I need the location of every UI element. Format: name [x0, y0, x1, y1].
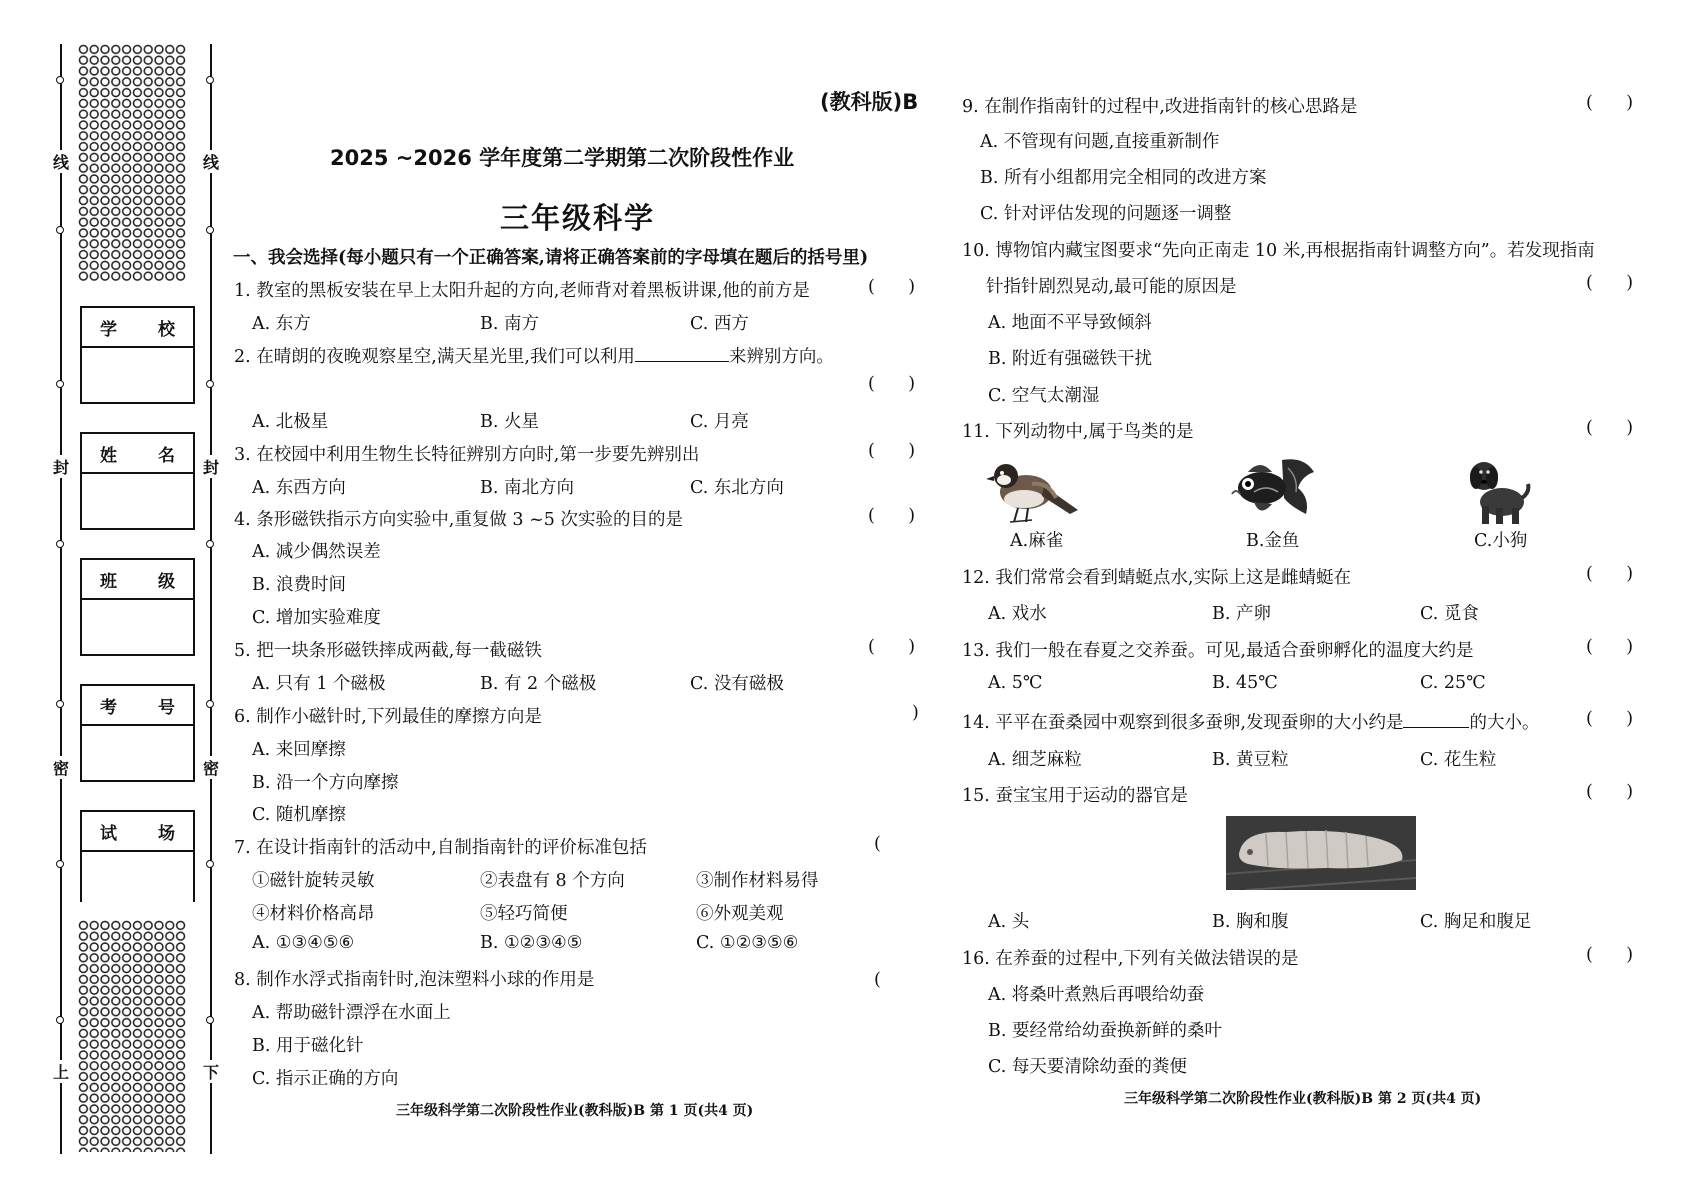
option-b: B. 黄豆粒	[1212, 750, 1289, 770]
fill-blank[interactable]	[635, 360, 729, 362]
option-b: B. 胸和腹	[1212, 912, 1289, 932]
question-10-stem-cont: 针指针剧烈晃动,最可能的原因是	[986, 277, 1237, 297]
ring	[206, 860, 214, 868]
fill-blank[interactable]	[1403, 726, 1469, 728]
ring	[56, 226, 64, 234]
answer-bracket[interactable]: (	[874, 834, 881, 854]
option-c: C. 没有磁极	[690, 674, 784, 694]
option-b: B. 要经常给幼蚕换新鲜的桑叶	[988, 1021, 1222, 1041]
option-a: A. 头	[988, 912, 1030, 932]
option-a: A.麻雀	[1010, 531, 1064, 551]
class-label: 班 级	[82, 560, 193, 600]
question-16-stem: 16. 在养蚕的过程中,下列有关做法错误的是	[962, 949, 1299, 969]
option-a: A. 不管现有问题,直接重新制作	[980, 132, 1220, 152]
option-b: B. ①②③④⑤	[480, 933, 583, 953]
option-b: B. 产卵	[1212, 604, 1271, 624]
option-a: A. ①③④⑤⑥	[252, 933, 355, 953]
goldfish-image	[1226, 454, 1318, 524]
answer-bracket[interactable]: ( )	[1586, 418, 1634, 438]
answer-bracket[interactable]: ( )	[868, 277, 916, 297]
criterion-6: ⑥外观美观	[696, 904, 784, 924]
page-title: 三年级科学	[500, 201, 656, 235]
exam-number-box[interactable]	[80, 684, 195, 782]
class-box[interactable]	[80, 558, 195, 656]
option-c: C. 随机摩擦	[252, 805, 346, 825]
silkworm-image	[1226, 816, 1416, 890]
option-c: C. 增加实验难度	[252, 608, 381, 628]
option-a: A. 地面不平导致倾斜	[988, 313, 1152, 333]
answer-bracket[interactable]: ( )	[1586, 93, 1634, 113]
ring	[56, 860, 64, 868]
name-label: 姓 名	[82, 434, 193, 474]
option-b: B. 浪费时间	[252, 575, 346, 595]
name-box[interactable]	[80, 432, 195, 530]
dot-grid-bottom	[78, 920, 186, 1152]
ring	[56, 76, 64, 84]
ring	[206, 700, 214, 708]
criterion-3: ③制作材料易得	[696, 871, 819, 891]
answer-bracket[interactable]: ( )	[868, 637, 916, 657]
option-b: B. 所有小组都用完全相同的改进方案	[980, 168, 1267, 188]
answer-bracket[interactable]: ( )	[1586, 637, 1634, 657]
option-a: A. 东西方向	[252, 478, 346, 498]
binding-char-mi: 密	[53, 756, 69, 779]
dot-grid-top	[78, 44, 186, 282]
answer-bracket[interactable]: ( )	[868, 374, 916, 394]
binding-char-mi: 密	[203, 756, 219, 779]
answer-bracket[interactable]: ( )	[1586, 945, 1634, 965]
answer-bracket[interactable]: )	[912, 703, 919, 723]
answer-bracket[interactable]: ( )	[1586, 709, 1634, 729]
option-b: B. 南北方向	[480, 478, 574, 498]
binding-char-xia: 下	[203, 1060, 219, 1083]
criterion-2: ②表盘有 8 个方向	[480, 871, 625, 891]
answer-bracket[interactable]: ( )	[868, 506, 916, 526]
question-6-stem: 6. 制作小磁针时,下列最佳的摩擦方向是	[234, 707, 542, 727]
option-b: B. 火星	[480, 412, 539, 432]
ring	[56, 380, 64, 388]
answer-bracket[interactable]: ( )	[1586, 782, 1634, 802]
question-4-stem: 4. 条形磁铁指示方向实验中,重复做 3 ~5 次实验的目的是	[234, 510, 683, 530]
option-a: A. 东方	[252, 314, 311, 334]
question-2-stem: 2. 在晴朗的夜晚观察星空,满天星光里,我们可以利用 来辨别方向。	[234, 347, 834, 367]
ring	[206, 226, 214, 234]
option-a: A. 戏水	[988, 604, 1047, 624]
ring	[206, 76, 214, 84]
option-c: C. 东北方向	[690, 478, 784, 498]
option-c: C.小狗	[1474, 531, 1528, 551]
option-c: C. 空气太潮湿	[988, 386, 1100, 406]
section-heading: 一、我会选择(每小题只有一个正确答案,请将正确答案前的字母填在题后的括号里)	[233, 248, 869, 268]
sparrow-image	[982, 454, 1080, 526]
answer-bracket[interactable]: (	[874, 970, 881, 990]
criterion-1: ①磁针旋转灵敏	[252, 871, 375, 891]
option-b: B. 沿一个方向摩擦	[252, 773, 399, 793]
option-c: C. 西方	[690, 314, 749, 334]
option-a: A. 北极星	[252, 412, 329, 432]
question-13-stem: 13. 我们一般在春夏之交养蚕。可见,最适合蚕卵孵化的温度大约是	[962, 641, 1474, 661]
binding-char-feng: 封	[53, 455, 69, 478]
page-1-footer: 三年级科学第二次阶段性作业(教科版)B 第 1 页(共4 页)	[396, 1103, 754, 1119]
question-7-stem: 7. 在设计指南针的活动中,自制指南针的评价标准包括	[234, 838, 647, 858]
option-c: C. 每天要清除幼蚕的粪便	[988, 1057, 1187, 1077]
option-c: C. 针对评估发现的问题逐一调整	[980, 204, 1232, 224]
question-1-stem: 1. 教室的黑板安装在早上太阳升起的方向,老师背对着黑板讲课,他的前方是	[234, 281, 810, 301]
dog-image	[1462, 454, 1532, 526]
option-c: C. 胸足和腹足	[1420, 912, 1532, 932]
exam-room-label: 试 场	[82, 812, 193, 852]
question-5-stem: 5. 把一块条形磁铁摔成两截,每一截磁铁	[234, 641, 542, 661]
option-c: C. 月亮	[690, 412, 749, 432]
binding-char-xian: 线	[203, 150, 219, 173]
criterion-4: ④材料价格高昂	[252, 904, 375, 924]
question-11-stem: 11. 下列动物中,属于鸟类的是	[962, 422, 1194, 442]
option-c: C. 指示正确的方向	[252, 1069, 399, 1089]
school-label: 学 校	[82, 308, 193, 348]
option-a: A. 只有 1 个磁极	[252, 674, 386, 694]
question-8-stem: 8. 制作水浮式指南针时,泡沫塑料小球的作用是	[234, 970, 595, 990]
option-a: A. 来回摩擦	[252, 740, 346, 760]
ring	[56, 700, 64, 708]
question-3-stem: 3. 在校园中利用生物生长特征辨别方向时,第一步要先辨别出	[234, 445, 700, 465]
option-c: C. ①②③⑤⑥	[696, 933, 799, 953]
option-a: A. 帮助磁针漂浮在水面上	[252, 1003, 451, 1023]
binding-char-shang: 上	[53, 1060, 69, 1083]
page-2-footer: 三年级科学第二次阶段性作业(教科版)B 第 2 页(共4 页)	[1124, 1091, 1482, 1107]
school-box[interactable]	[80, 306, 195, 404]
option-a: A. 细芝麻粒	[988, 750, 1082, 770]
option-a: A. 5℃	[988, 673, 1043, 693]
ring	[206, 380, 214, 388]
option-b: B. 南方	[480, 314, 539, 334]
option-a: A. 将桑叶煮熟后再喂给幼蚕	[988, 985, 1205, 1005]
ring	[206, 1016, 214, 1024]
option-c: C. 觅食	[1420, 604, 1479, 624]
question-9-stem: 9. 在制作指南针的过程中,改进指南针的核心思路是	[962, 97, 1358, 117]
option-a: A. 减少偶然误差	[252, 542, 381, 562]
edition-label: (教科版)B	[820, 90, 919, 114]
option-c: C. 花生粒	[1420, 750, 1497, 770]
binding-char-xian: 线	[53, 150, 69, 173]
ring	[56, 1016, 64, 1024]
answer-bracket[interactable]: ( )	[868, 441, 916, 461]
question-12-stem: 12. 我们常常会看到蜻蜓点水,实际上这是雌蜻蜓在	[962, 568, 1351, 588]
option-b: B. 45℃	[1212, 673, 1278, 693]
question-10-stem: 10. 博物馆内藏宝图要求“先向正南走 10 米,再根据指南针调整方向”。若发现指南	[962, 241, 1595, 261]
criterion-5: ⑤轻巧简便	[480, 904, 568, 924]
answer-bracket[interactable]: ( )	[1586, 273, 1634, 293]
option-b: B.金鱼	[1246, 531, 1300, 551]
cut-line-right	[210, 44, 212, 1154]
option-c: C. 25℃	[1420, 673, 1486, 693]
question-14-stem: 14. 平平在蚕桑园中观察到很多蚕卵,发现蚕卵的大小约是 的大小。	[962, 713, 1540, 733]
exam-room-box[interactable]	[80, 810, 195, 902]
question-15-stem: 15. 蚕宝宝用于运动的器官是	[962, 786, 1188, 806]
option-b: B. 有 2 个磁极	[480, 674, 597, 694]
exam-number-label: 考 号	[82, 686, 193, 726]
option-b: B. 附近有强磁铁干扰	[988, 349, 1152, 369]
answer-bracket[interactable]: ( )	[1586, 564, 1634, 584]
ring	[56, 540, 64, 548]
binding-strip	[0, 0, 240, 1190]
binding-char-feng: 封	[203, 455, 219, 478]
ring	[206, 540, 214, 548]
option-b: B. 用于磁化针	[252, 1036, 364, 1056]
cut-line-left	[60, 44, 62, 1154]
exam-header: 2025 ~2026 学年度第二学期第二次阶段性作业	[330, 146, 795, 170]
